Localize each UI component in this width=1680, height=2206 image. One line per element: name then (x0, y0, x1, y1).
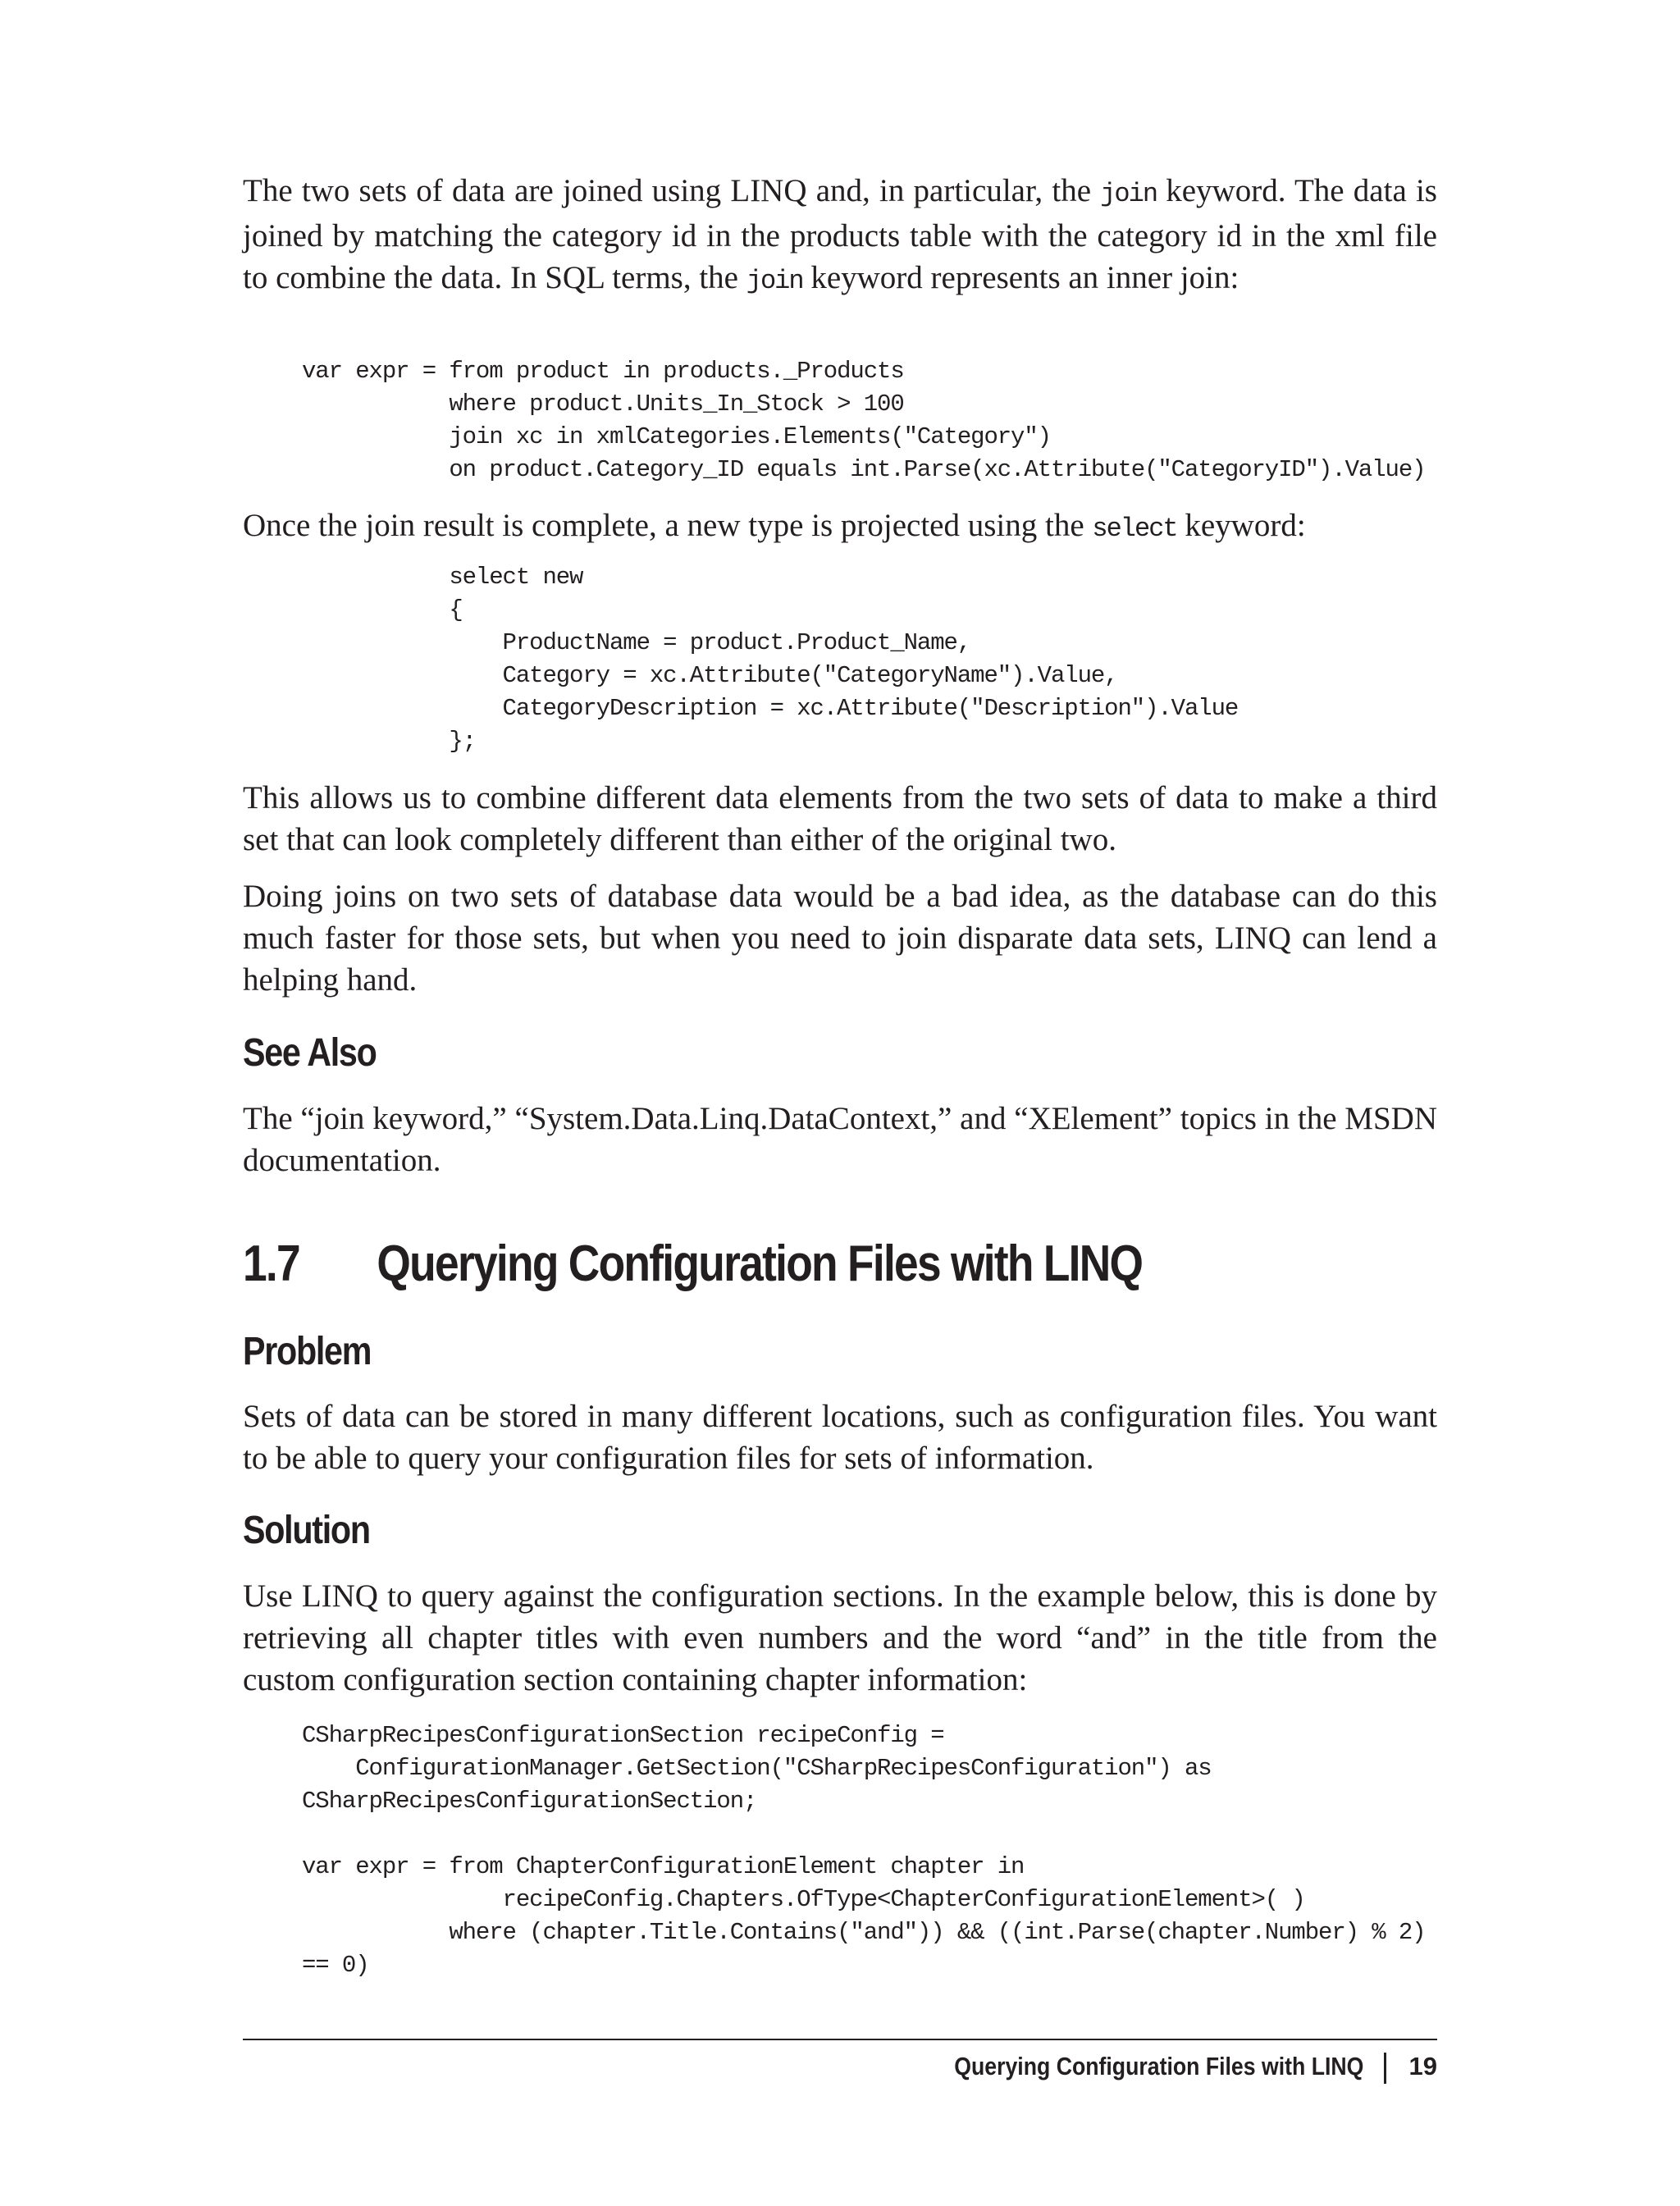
paragraph-problem: Sets of data can be stored in many different locations, such as configuration files. You want to be able to query your configuration files for sets of information. (243, 1399, 1437, 1476)
heading-see-also: See Also (243, 1031, 377, 1075)
page-number: 19 (1408, 2052, 1437, 2080)
section-number: 1.7 (243, 1235, 299, 1292)
text-run: keyword. The data is joined by matching the category id in the products table with the category id in the xml file to combine the data. In SQL terms, the (243, 173, 1437, 295)
text-run: Once the join result is complete, a new type is projected using the (243, 508, 1093, 543)
section-title: Querying Configuration Files with LINQ (377, 1235, 1143, 1292)
heading-solution: Solution (243, 1509, 370, 1552)
paragraph-see-also: The “join keyword,” “System.Data.Linq.DataContext,” and “XElement” topics in the MSDN documentation. (243, 1101, 1437, 1178)
paragraph-combine-data: This allows us to combine different data elements from the two sets of data to make a third set that can look completely different than either of the original two. (243, 780, 1437, 857)
footer-divider (243, 2039, 1437, 2040)
code-block-join-query: var expr = from product in products._Products where product.Units_In_Stock > 100 join xc in xmlCategories.Elements("Category") on product.Category_ID equals int.Parse(xc.Attribute("CategoryID").Value) (302, 358, 1426, 483)
inline-code-join: join (1100, 179, 1157, 209)
code-block-select-new: select new { ProductName = product.Product_Name, Category = xc.Attribute("CategoryName").Value, CategoryDescription = xc.Attribute("Description").Value }; (449, 564, 1239, 755)
paragraph-solution: Use LINQ to query against the configuration sections. In the example below, this is done by retrieving all chapter titles with even numbers and the word “and” in the title from the custom configuration section containing chapter information: (243, 1578, 1437, 1697)
section-heading (243, 1233, 1142, 1295)
paragraph-select-intro (243, 505, 1437, 550)
inline-code-select: select (1092, 514, 1177, 544)
text-run: The two sets of data are joined using LINQ and, in particular, the (243, 173, 1101, 208)
paragraph-join-intro (243, 170, 1437, 302)
text-run: keyword represents an inner join: (802, 260, 1239, 295)
paragraph-database-joins: Doing joins on two sets of database data would be a bad idea, as the database can do this much faster for those sets, but when you need to join disparate data sets, LINQ can lend a helping hand. (243, 879, 1437, 998)
code-block-config-query: CSharpRecipesConfigurationSection recipeConfig = ConfigurationManager.GetSection("CSharpRecipesConfiguration") as CSharpRecipesConfigurationSection; var expr = from ChapterConfigurationElement chapter in recipeConfig.Chapters.OfType<ChapterConfigurationElement>( ) where (chapter.Title.Contains("and")) && ((int.Parse(chapter.Number) % 2) == 0) (302, 1722, 1426, 1979)
text-run: keyword: (1176, 508, 1306, 543)
inline-code-join: join (746, 266, 803, 296)
page-footer (888, 2050, 1437, 2084)
heading-problem: Problem (243, 1330, 372, 1373)
footer-separator (1384, 2053, 1386, 2084)
running-title: Querying Configuration Files with LINQ (954, 2052, 1364, 2080)
